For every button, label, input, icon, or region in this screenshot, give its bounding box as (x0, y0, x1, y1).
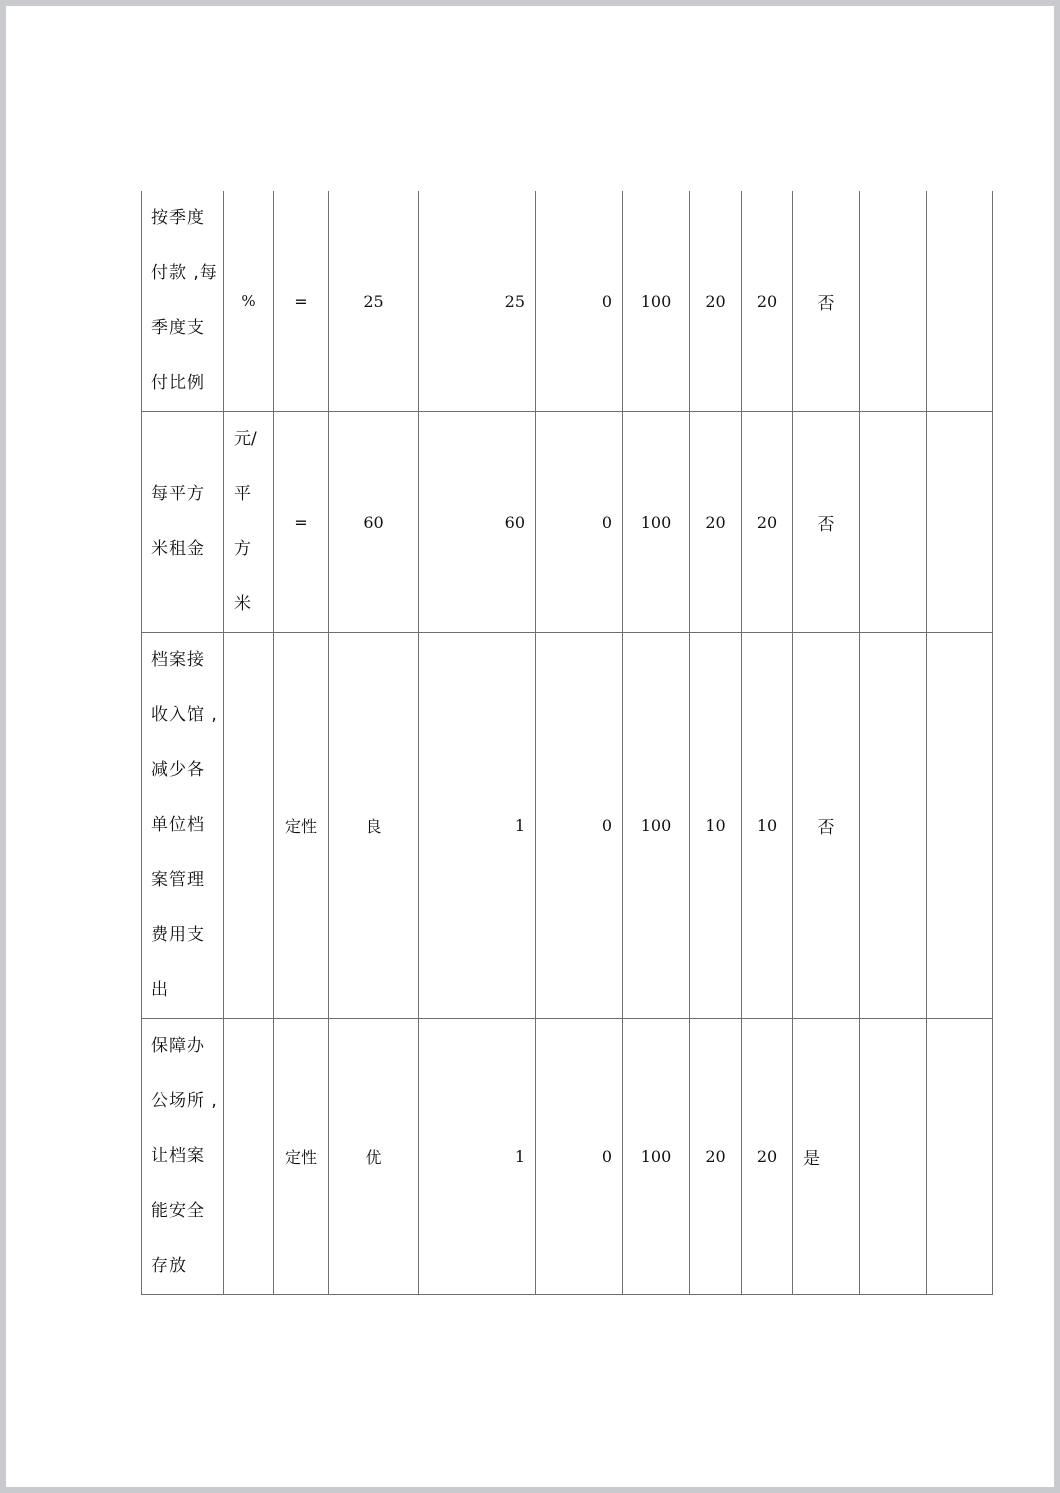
table-row (142, 633, 993, 1019)
empty-cell (927, 412, 993, 633)
score-cell: 20 (742, 1019, 793, 1295)
weight-cell: 20 (690, 1019, 742, 1295)
deviation-cell: 0 (536, 633, 623, 1019)
weight-cell: 10 (690, 633, 742, 1019)
indicator-name-cell: 保障办 公场所 , 让档案 能安全 存放 (142, 1019, 224, 1295)
empty-cell (927, 1019, 993, 1295)
empty-cell (927, 633, 993, 1019)
empty-cell (927, 191, 993, 412)
operator-cell: = (274, 412, 329, 633)
weight-cell: 20 (690, 191, 742, 412)
operator-cell: = (274, 191, 329, 412)
score-cell: 20 (742, 191, 793, 412)
deviation-cell: 0 (536, 191, 623, 412)
flag-cell: 否 (793, 633, 860, 1019)
completion-cell: 100 (623, 191, 690, 412)
table-row (142, 1019, 993, 1295)
empty-cell (860, 633, 927, 1019)
unit-cell: 元/ 平 方 米 (224, 412, 274, 633)
table-row (142, 412, 993, 633)
actual-cell: 1 (419, 633, 536, 1019)
actual-cell: 60 (419, 412, 536, 633)
unit-cell: % (224, 191, 274, 412)
completion-cell: 100 (623, 1019, 690, 1295)
score-cell: 20 (742, 412, 793, 633)
empty-cell (860, 191, 927, 412)
document-page (6, 6, 1054, 1487)
target-cell: 60 (329, 412, 419, 633)
operator-cell: 定性 (274, 633, 329, 1019)
flag-cell: 是 (793, 1019, 860, 1295)
flag-cell: 否 (793, 191, 860, 412)
unit-cell (224, 633, 274, 1019)
target-cell: 25 (329, 191, 419, 412)
deviation-cell: 0 (536, 412, 623, 633)
actual-cell: 25 (419, 191, 536, 412)
score-cell: 10 (742, 633, 793, 1019)
performance-indicator-table (141, 191, 993, 1295)
unit-cell (224, 1019, 274, 1295)
deviation-cell: 0 (536, 1019, 623, 1295)
operator-cell: 定性 (274, 1019, 329, 1295)
target-cell: 良 (329, 633, 419, 1019)
indicator-name-cell: 档案接 收入馆 , 减少各 单位档 案管理 费用支 出 (142, 633, 224, 1019)
empty-cell (860, 1019, 927, 1295)
target-cell: 优 (329, 1019, 419, 1295)
indicator-name-cell: 每平方 米租金 (142, 412, 224, 633)
indicator-name-cell: 按季度 付款 ,每 季度支 付比例 (142, 191, 224, 412)
empty-cell (860, 412, 927, 633)
completion-cell: 100 (623, 633, 690, 1019)
actual-cell: 1 (419, 1019, 536, 1295)
completion-cell: 100 (623, 412, 690, 633)
flag-cell: 否 (793, 412, 860, 633)
table-row (142, 191, 993, 412)
weight-cell: 20 (690, 412, 742, 633)
